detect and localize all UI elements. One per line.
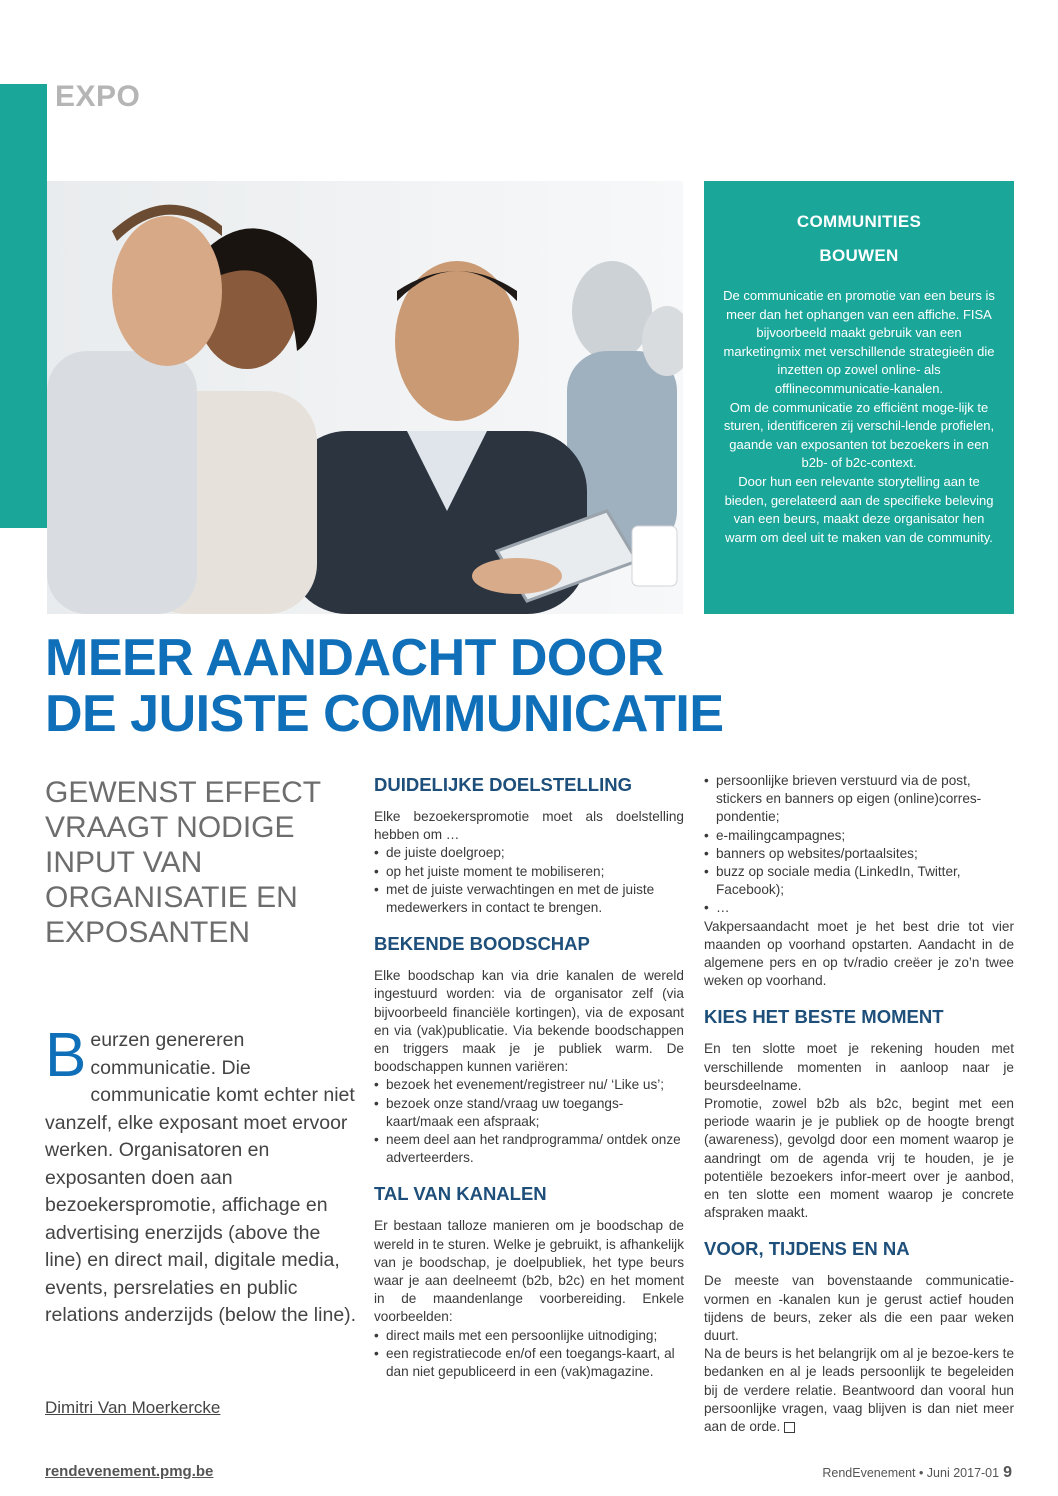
section-label: EXPO (55, 80, 141, 113)
end-mark-icon (784, 1422, 795, 1433)
section-heading: TAL VAN KANALEN (374, 1183, 547, 1205)
list-item: • e-mailingcampagnes; (704, 827, 1014, 845)
body-text: Vakpersaandacht moet je het best drie tot vier maanden op voorhand opstarten. Aandacht in de algemene pers en op tv/radio creëer je zo’n twee weken op voorhand. (704, 918, 1014, 989)
bullet-list (374, 1076, 684, 1167)
article-subheadline (45, 775, 345, 950)
subheadline-line: INPUT VAN (45, 846, 203, 879)
body-text: Elke bezoekerspromotie moet als doelstelling hebben om … (374, 809, 684, 843)
section-heading: VOOR, TIJDENS EN NA (704, 1238, 910, 1260)
sidebar-paragraph: Om de communicatie zo efficiënt moge-lijk te sturen, identificeren zij verschil-lende profielen, gaande van exposanten tot bezoekers in een b2b- of b2c-context. (723, 399, 995, 471)
subheadline-line: VRAAGT NODIGE (45, 811, 295, 844)
list-item: • … (704, 899, 1014, 917)
sidebar-text (722, 287, 996, 547)
list-item: • een registratiecode en/of een toegangs-kaart, al dan niet gepubliceerd in een (vak)magazine. (374, 1345, 684, 1381)
author-name[interactable]: Dimitri Van Moerkercke (45, 1398, 221, 1417)
sidebar-box (704, 181, 1014, 614)
list-item: • op het juiste moment te mobiliseren; (374, 863, 684, 881)
section-heading: BEKENDE BOODSCHAP (374, 933, 590, 955)
list-item: • de juiste doelgroep; (374, 844, 684, 862)
lead-paragraph (45, 1021, 357, 1330)
sidebar-title: COMMUNITIES (796, 212, 922, 231)
bullet-list (704, 772, 1014, 918)
lead-text: eurzen genereren communicatie. Die communicatie komt echter niet vanzelf, elke exposant moet ervoor werken. Organisatoren en exposanten doen aan bezoekerspromotie, affichage en advertising enerzijds (above the line) en direct mail, digitale media, events, persrelaties en public relations anderzijds (below the line). (45, 1029, 357, 1326)
list-item: • direct mails met een persoonlijke uitnodiging; (374, 1327, 684, 1345)
headline-line: MEER AANDACHT DOOR (45, 629, 664, 687)
issue-label: RendEvenement • Juni 2017-01 (822, 1466, 1000, 1480)
subheadline-line: EXPOSANTEN (45, 916, 251, 949)
page-number: 9 (1003, 1464, 1012, 1481)
teal-accent-bar (0, 84, 47, 528)
closing-text: Na de beurs is het belangrijk om al je bezoe-kers te bedanken en al je leads persoonlijk te begeleiden bij de verdere relatie. Beantwoord dan vooral hun persoonlijke vragen, vaag blijven is dan niet meer aan de orde. (704, 1346, 1014, 1435)
section-heading: KIES HET BESTE MOMENT (704, 1006, 944, 1028)
sidebar-paragraph: Door hun een relevante storytelling aan te bieden, gerelateerd aan de specifieke beleving van een beurs, maakt deze organisator hen warm om deel uit te maken van de community. (724, 473, 994, 545)
section-heading: DUIDELIJKE DOELSTELLING (374, 774, 632, 795)
column-2 (374, 772, 684, 1381)
headline-line: DE JUISTE COMMUNICATIE (45, 685, 724, 743)
subheadline-line: ORGANISATIE EN (45, 881, 298, 914)
subheadline-line: GEWENST EFFECT (45, 776, 322, 809)
list-item: • buzz op sociale media (LinkedIn, Twitter, Facebook); (704, 863, 1014, 899)
body-text: De meeste van bovenstaande communicatie-vormen en -kanalen kun je gerust actief houden tijdens de beurs, zeker als die een paar weken duurt. (704, 1273, 1014, 1344)
list-item: • banners op websites/portaalsites; (704, 845, 1014, 863)
sidebar-title-line2: BOUWEN (819, 246, 899, 265)
footer-url-link[interactable]: rendevenement.pmg.be (45, 1463, 214, 1480)
bullet-list (374, 844, 684, 917)
list-item: • bezoek het evenement/registreer nu/ ‘Like us’; (374, 1076, 684, 1094)
body-text (704, 1345, 1014, 1436)
column-3 (704, 772, 1014, 1436)
list-item: • neem deel aan het randprogramma/ ontdek onze adverteerders. (374, 1131, 684, 1167)
footer-issue (822, 1464, 1012, 1482)
drop-cap: B (45, 1021, 87, 1090)
bullet-list (374, 1327, 684, 1382)
list-item: • bezoek onze stand/vraag uw toegangs-kaart/maak een afspraak; (374, 1095, 684, 1131)
body-text: Er bestaan talloze manieren om je boodschap de wereld in te sturen. Welke je gebruikt, is afhankelijk van je boodschap, je doelpubliek, het type beurs waar je aan deelneemt (b2b, b2c) en het moment in de maandenlange voorbereiding. Enkele voorbeelden: (374, 1218, 684, 1325)
list-item: • persoonlijke brieven verstuurd via de post, stickers en banners op eigen (online)corres-pondentie; (704, 772, 1014, 827)
sidebar-paragraph: De communicatie en promotie van een beurs is meer dan het ophangen van een affiche. FISA bijvoorbeeld maakt gebruik van een marketingmix met verschillende strategieën die inzetten op zowel online- als offlinecommunicatie-kanalen. (723, 288, 995, 396)
body-text: Elke boodschap kan via drie kanalen de wereld ingestuurd worden: via de organisator zelf (via bijvoorbeeld financiële kortingen), via de exposant en via (vak)publicatie. Via bekende boodschappen en triggers maak je je publiek warm. De boodschappen kunnen variëren: (374, 968, 684, 1075)
business-people-photo (47, 181, 683, 614)
article-headline (45, 630, 745, 742)
body-text: En ten slotte moet je rekening houden met verschillende momenten in aanloop naar je beursdeelname. (704, 1041, 1014, 1093)
list-item: • met de juiste verwachtingen en met de juiste medewerkers in contact te brengen. (374, 881, 684, 917)
body-text: Promotie, zowel b2b als b2c, begint met een periode waarin je je publiek op de hoogte brengt (awareness), gevolgd door een moment waarop je aandringt om de agenda vrij te houden, je je potentiële bezoekers infor-meert over je aanbod, en ten slotte een moment waarop je concrete afspraken maakt. (704, 1096, 1014, 1221)
article-photo (47, 181, 683, 614)
